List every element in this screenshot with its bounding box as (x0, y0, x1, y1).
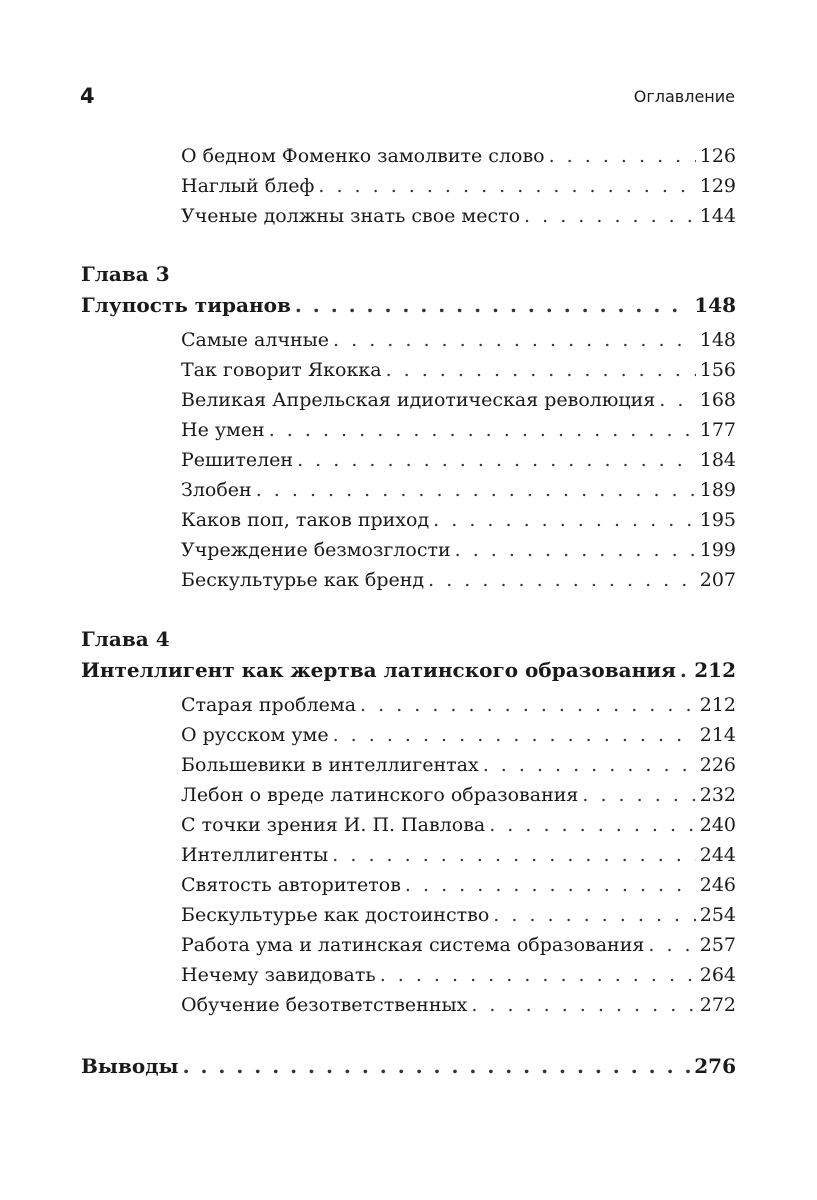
toc-entry-title: О русском уме (181, 724, 329, 746)
toc-entry[interactable] (181, 810, 736, 840)
chapter-3-label: Глава 3 (81, 262, 170, 286)
toc-entry-page: 272 (699, 994, 736, 1016)
chapter-page: 148 (694, 293, 736, 317)
leader-dots (483, 750, 696, 780)
leader-dots (405, 870, 696, 900)
toc-entry-page: 254 (699, 904, 736, 926)
leader-dots (183, 1051, 691, 1081)
leader-dots (489, 810, 696, 840)
toc-entry[interactable] (181, 690, 736, 720)
toc-entry-page: 232 (699, 784, 736, 806)
toc-entry-page: 144 (699, 205, 736, 227)
toc-entry-page: 214 (699, 724, 736, 746)
leader-dots (333, 325, 696, 355)
toc-entry[interactable] (181, 870, 736, 900)
toc-entry[interactable] (181, 505, 736, 535)
leader-dots (269, 415, 696, 445)
leader-dots (386, 355, 696, 385)
toc-entry[interactable] (181, 930, 736, 960)
toc-entry[interactable] (181, 535, 736, 565)
toc-entry-page: 212 (699, 694, 736, 716)
toc-entry[interactable] (181, 355, 736, 385)
toc-entry-title: Решителен (181, 449, 294, 471)
chapter-title: Глупость тиранов (81, 293, 291, 317)
leader-dots (295, 290, 690, 320)
toc-entry-title: Работа ума и латинская система образования (181, 934, 645, 956)
toc-entry-title: Учреждение безмозглости (181, 539, 451, 561)
leader-dots (297, 445, 696, 475)
toc-entry-title: Бескультурье как бренд (181, 569, 425, 591)
toc-entry-title: Нечему завидовать (181, 964, 376, 986)
leader-dots (433, 505, 696, 535)
toc-entry-page: 207 (699, 569, 736, 591)
toc-entry-page: 226 (699, 754, 736, 776)
leader-dots (360, 690, 696, 720)
leader-dots (648, 930, 695, 960)
leader-dots (455, 535, 696, 565)
toc-entry[interactable] (181, 201, 736, 231)
toc-entry-page: 156 (699, 359, 736, 381)
toc-entry[interactable] (181, 960, 736, 990)
chapter-3-heading[interactable] (81, 290, 736, 320)
toc-entry-title: Лебон о вреде латинского образования (181, 784, 579, 806)
toc-entry-title: Ученые должны знать свое место (181, 205, 521, 227)
toc-entry-title: Большевики в интеллигентах (181, 754, 479, 776)
toc-entry-page: 257 (699, 934, 736, 956)
toc-entry[interactable] (181, 445, 736, 475)
toc-entry-page: 246 (699, 874, 736, 896)
leader-dots (493, 900, 695, 930)
running-head: Оглавление (633, 87, 735, 106)
toc-entry[interactable] (181, 475, 736, 505)
toc-entry-title: Так говорит Якокка (181, 359, 382, 381)
toc-entry[interactable] (181, 141, 736, 171)
toc-entry[interactable] (181, 900, 736, 930)
toc-entry-title: С точки зрения И. П. Павлова (181, 814, 486, 836)
chapter-4-heading[interactable] (81, 655, 736, 685)
toc-entry-title: О бедном Фоменко замолвите слово (181, 145, 545, 167)
toc-entry-page: 126 (699, 145, 736, 167)
leader-dots (582, 780, 695, 810)
chapter-title: Выводы (81, 1054, 179, 1078)
toc-entry-page: 189 (699, 479, 736, 501)
toc-entry-title: Старая проблема (181, 694, 357, 716)
chapter-4-label: Глава 4 (81, 627, 170, 651)
toc-entry[interactable] (181, 385, 736, 415)
toc-entry-title: Самые алчные (181, 329, 330, 351)
leader-dots (333, 720, 696, 750)
toc-entry[interactable] (181, 750, 736, 780)
toc-entry[interactable] (181, 415, 736, 445)
toc-entry-page: 240 (699, 814, 736, 836)
toc-entry[interactable] (181, 780, 736, 810)
toc-entry-title: Каков поп, таков приход (181, 509, 430, 531)
toc-entry[interactable] (181, 565, 736, 595)
toc-entry-title: Бескультурье как достоинство (181, 904, 490, 926)
chapter-page: 276 (694, 1054, 736, 1078)
toc-entry-title: Интеллигенты (181, 844, 329, 866)
leader-dots (256, 475, 696, 505)
toc-entry-page: 177 (699, 419, 736, 441)
toc-entry-title: Обучение безответственных (181, 994, 468, 1016)
toc-entry-title: Святость авторитетов (181, 874, 401, 896)
toc-entry-page: 244 (699, 844, 736, 866)
leader-dots (471, 990, 695, 1020)
leader-dots (318, 171, 695, 201)
conclusions-heading[interactable] (81, 1051, 736, 1081)
toc-entry-page: 195 (699, 509, 736, 531)
toc-entry-page: 184 (699, 449, 736, 471)
leader-dots (524, 201, 696, 231)
toc-entry-title: Великая Апрельская идиотическая революция (181, 389, 656, 411)
leader-dots (680, 655, 690, 685)
leader-dots (659, 385, 695, 415)
toc-entry-page: 148 (699, 329, 736, 351)
toc-entry-title: Злобен (181, 479, 252, 501)
toc-entry-title: Наглый блеф (181, 175, 315, 197)
page-number: 4 (80, 84, 95, 108)
leader-dots (428, 565, 696, 595)
chapter-title: Интеллигент как жертва латинского образования (81, 658, 676, 682)
toc-entry-page: 168 (699, 389, 736, 411)
toc-entry-title: Не умен (181, 419, 265, 441)
toc-entry-page: 264 (699, 964, 736, 986)
toc-entry[interactable] (181, 171, 736, 201)
chapter-page: 212 (694, 658, 736, 682)
leader-dots (332, 840, 695, 870)
toc-entry-page: 129 (699, 175, 736, 197)
toc-entry[interactable] (181, 325, 736, 355)
toc-entry[interactable] (181, 720, 736, 750)
toc-entry[interactable] (181, 840, 736, 870)
toc-entry[interactable] (181, 990, 736, 1020)
toc-entry-page: 199 (699, 539, 736, 561)
leader-dots (549, 141, 696, 171)
leader-dots (380, 960, 696, 990)
